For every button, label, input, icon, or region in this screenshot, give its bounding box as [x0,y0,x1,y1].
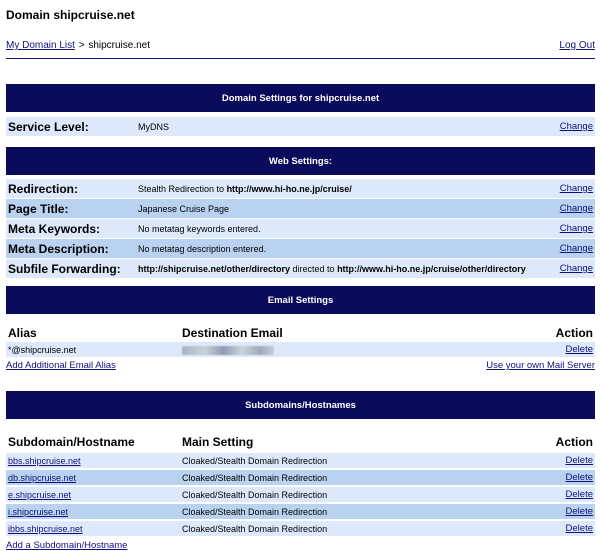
page-title-label: Page Title: [8,201,69,216]
redacted-email-blur [182,346,274,355]
subdomain-setting: Cloaked/Stealth Domain Redirection [182,489,328,500]
page-title-change-link[interactable]: Change [559,203,593,214]
service-level-label: Service Level: [8,119,89,134]
breadcrumb-trail [6,40,150,51]
subfile-forwarding-change-link[interactable]: Change [559,263,593,274]
subdomain-host-link[interactable]: ibbs.shipcruise.net [8,523,83,534]
subdomains-section [6,391,595,551]
add-subdomain-link[interactable]: Add a Subdomain/Hostname [6,540,128,551]
meta-description-change-link[interactable]: Change [559,243,593,254]
breadcrumb-current: shipcruise.net [88,40,151,51]
subdomain-row [6,521,595,536]
my-domain-list-link[interactable]: My Domain List [6,40,75,51]
use-own-mail-server-link[interactable]: Use your own Mail Server [486,360,595,371]
subdomain-setting: Cloaked/Stealth Domain Redirection [182,455,328,466]
meta-keywords-value: No metatag keywords entered. [138,223,261,234]
redirection-change-link[interactable]: Change [559,183,593,194]
alias-column-header: Alias [8,326,37,340]
email-footer [6,360,595,371]
destination-column-header: Destination Email [182,326,283,340]
subdomain-host-link[interactable]: bbs.shipcruise.net [8,455,81,466]
subfile-source-url: http://shipcruise.net/other/directory [138,263,291,274]
meta-description-row [6,239,595,258]
subfile-target-url: http://www.hi-ho.ne.jp/cruise/other/directory [337,263,526,274]
subdomain-host-link[interactable]: i.shipcruise.net [8,506,69,517]
email-column-headers [6,320,595,340]
subdomain-setting: Cloaked/Stealth Domain Redirection [182,506,328,517]
redirection-url: http://www.hi-ho.ne.jp/cruise/ [226,183,352,194]
subdomain-column-headers [6,429,595,449]
email-alias-delete-link[interactable]: Delete [565,344,593,355]
meta-keywords-label: Meta Keywords: [8,221,101,236]
web-settings-heading: Web Settings: [6,147,595,175]
subfile-forwarding-label: Subfile Forwarding: [8,261,121,276]
page-title-value: Japanese Cruise Page [138,203,230,214]
subdomain-setting: Cloaked/Stealth Domain Redirection [182,523,328,534]
domain-settings-heading: Domain Settings for shipcruise.net [6,84,595,112]
hostname-column-header: Subdomain/Hostname [8,435,135,449]
service-level-row [6,117,595,136]
service-level-change-link[interactable]: Change [559,121,593,132]
meta-description-value: No metatag description entered. [138,243,267,254]
subfile-forwarding-value [138,264,555,274]
email-settings-section [6,286,595,371]
destination-email-redacted [182,344,545,354]
service-level-value: MyDNS [138,121,169,132]
meta-keywords-change-link[interactable]: Change [559,223,593,234]
subdomain-delete-link[interactable]: Delete [565,472,593,483]
subfile-forwarding-row [6,259,595,278]
page-title: Domain shipcruise.net [6,8,135,22]
subdomain-action-column-header: Action [555,435,593,449]
subdomain-row [6,504,595,519]
meta-description-label: Meta Description: [8,241,109,256]
email-action-column-header: Action [555,326,593,340]
add-email-alias-link[interactable]: Add Additional Email Alias [6,360,116,371]
email-alias-row [6,342,595,357]
meta-keywords-row [6,219,595,238]
main-setting-column-header: Main Setting [182,435,254,449]
page-title-row [6,199,595,218]
subdomain-footer [6,540,595,551]
subdomain-host-link[interactable]: db.shipcruise.net [8,472,77,483]
subfile-connector: directed to [290,263,338,274]
redirection-label: Redirection: [8,181,79,196]
header-divider [6,58,595,59]
web-settings-section [6,147,595,278]
domain-settings-section [6,84,595,136]
subdomain-setting: Cloaked/Stealth Domain Redirection [182,472,328,483]
subdomain-row [6,487,595,502]
subdomains-heading: Subdomains/Hostnames [6,391,595,419]
email-alias: *@shipcruise.net [8,344,77,355]
redirection-value [138,184,555,194]
email-settings-heading: Email Settings [6,286,595,314]
subdomain-row [6,470,595,485]
subdomain-delete-link[interactable]: Delete [565,506,593,517]
breadcrumb [6,40,595,51]
subdomain-delete-link[interactable]: Delete [565,489,593,500]
subdomain-row [6,453,595,468]
redirection-row [6,179,595,198]
subdomain-delete-link[interactable]: Delete [565,523,593,534]
subdomain-host-link[interactable]: e.shipcruise.net [8,489,72,500]
logout-link[interactable]: Log Out [559,40,595,51]
redirection-text: Stealth Redirection to [138,183,227,194]
subdomain-delete-link[interactable]: Delete [565,455,593,466]
breadcrumb-separator: > [78,40,85,51]
